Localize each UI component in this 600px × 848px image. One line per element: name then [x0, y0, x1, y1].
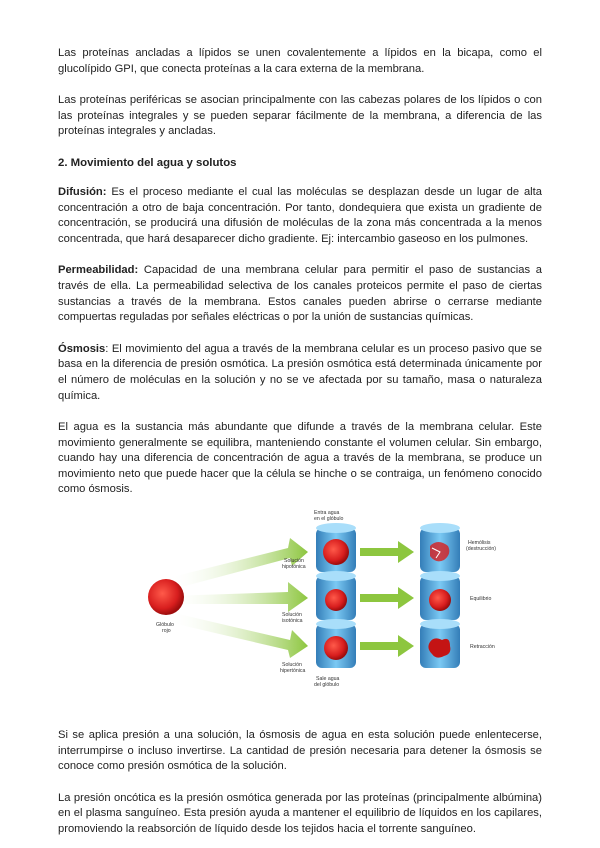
label-hipertonica-2: hipertónica: [280, 668, 306, 675]
term-permeabilidad: Permeabilidad:: [58, 264, 139, 277]
beaker-hypertonic: [316, 619, 356, 668]
term-osmosis: Ósmosis: [58, 342, 106, 355]
label-hemolisis-1: Hemólisis: [468, 540, 491, 547]
label-entra-agua-1: Entra agua: [314, 510, 340, 517]
arrow-result-1: [360, 541, 414, 563]
red-blood-cell: [148, 579, 184, 615]
osmosis-figure: [58, 508, 542, 716]
paragraph-presion-oncotica: La presión oncótica es la presión osmótica generada por las proteínas (principalmente albúmina) en el plasma sanguíneo. Esta presión ayuda a mantener el equilibrio de líquidos en los capilares, promoviendo la reabsorción de líquido desde los tejidos hacia el torrente sanguíneo.: [58, 791, 542, 836]
label-hipotonica-2: hipotónica: [282, 564, 306, 571]
label-hipertonica-1: Solución: [282, 662, 302, 669]
arrow-result-3: [360, 635, 414, 657]
osmosis-text: : El movimiento del agua a través de la membrana celular es un proceso pasivo que se basa en la diferencia de presión osmótica. La presión osmótica está determinada únicamente por el número de moléculas en la solución y no se ve afectada por su tamaño, masa o naturaleza química.: [58, 342, 542, 402]
arrow-to-isotonic: [168, 582, 308, 612]
paragraph-agua: El agua es la sustancia más abundante que difunde a través de la membrana celular. Este movimiento generalmente se equilibra, manteniendo constante el volumen celular. Sin embargo, cuando hay una diferencia de concentración de agua a través de la membrana, se produce un movimiento neto que puede hacer que la célula se hinche o se contraiga, un fenómeno conocido como ósmosis.: [58, 421, 542, 496]
difusion-text: Es el proceso mediante el cual las moléculas se desplazan desde un lugar de alta concentración a otro de baja concentración. Por tanto, dondequiera que exista un gradiente de concentración, se producirá una difusión de moléculas de la zona más concentrada a la menos concentrada, que hará desaparecer dicho gradiente. Ej: intercambio gaseoso en los pulmones.: [58, 185, 542, 245]
label-celula-2: rojo: [162, 628, 171, 635]
label-sale-agua-1: Sale agua: [316, 676, 340, 683]
arrow-result-2: [360, 587, 414, 609]
label-hipotonica-1: Solución: [284, 558, 304, 565]
beaker-hypotonic: [316, 523, 356, 572]
label-retraccion: Retracción: [470, 644, 495, 651]
beaker-equilibrium: [420, 571, 460, 620]
label-isotonica-1: Solución: [282, 612, 302, 619]
paragraph-anchored-proteins: Las proteínas ancladas a lípidos se unen covalentemente a lípidos en la bicapa, como el glucolípido GPI, que conecta proteínas a la cara externa de la membrana.: [58, 47, 542, 75]
beaker-retraction: [420, 619, 460, 668]
document-page: [58, 46, 542, 838]
beaker-isotonic: [316, 571, 356, 620]
paragraph-difusion: [58, 185, 542, 247]
osmosis-diagram: [58, 508, 542, 716]
paragraph-peripheral-proteins: Las proteínas periféricas se asocian principalmente con las cabezas polares de los lípidos o con las proteínas integrales y se pueden separar fácilmente de la membrana, a diferencia de las proteínas integrales y ancladas.: [58, 94, 542, 138]
label-hemolisis-2: (destrucción): [466, 546, 496, 553]
beaker-hemolysis: [420, 523, 460, 572]
label-entra-agua-2: en el glóbulo: [314, 516, 344, 523]
paragraph-osmosis: [58, 342, 542, 404]
label-sale-agua-2: del glóbulo: [314, 682, 340, 689]
permeabilidad-text: Capacidad de una membrana celular para permitir el paso de sustancias a través de ella. La permeabilidad selectiva de los canales proteicos permite el paso de ciertas sustancias a través de la membrana. Estos canales pueden abrirse o cerrarse mediante compuertas reguladas por señales eléctricas o por la unión de sustancias químicas.: [58, 264, 542, 324]
section-title: 2. Movimiento del agua y solutos: [58, 156, 237, 169]
paragraph-permeabilidad: [58, 263, 542, 325]
label-equilibrio: Equilibrio: [470, 596, 492, 603]
label-isotonica-2: isotónica: [282, 618, 303, 625]
label-celula-1: Glóbulo: [156, 622, 174, 629]
paragraph-presion-osmotica: Si se aplica presión a una solución, la ósmosis de agua en esta solución puede enlentecerse, interrumpirse o incluso invertirse. La cantidad de presión necesaria para detener la ósmosis se conoce como presión osmótica de la solución.: [58, 729, 542, 773]
term-difusion: Difusión:: [58, 185, 107, 198]
